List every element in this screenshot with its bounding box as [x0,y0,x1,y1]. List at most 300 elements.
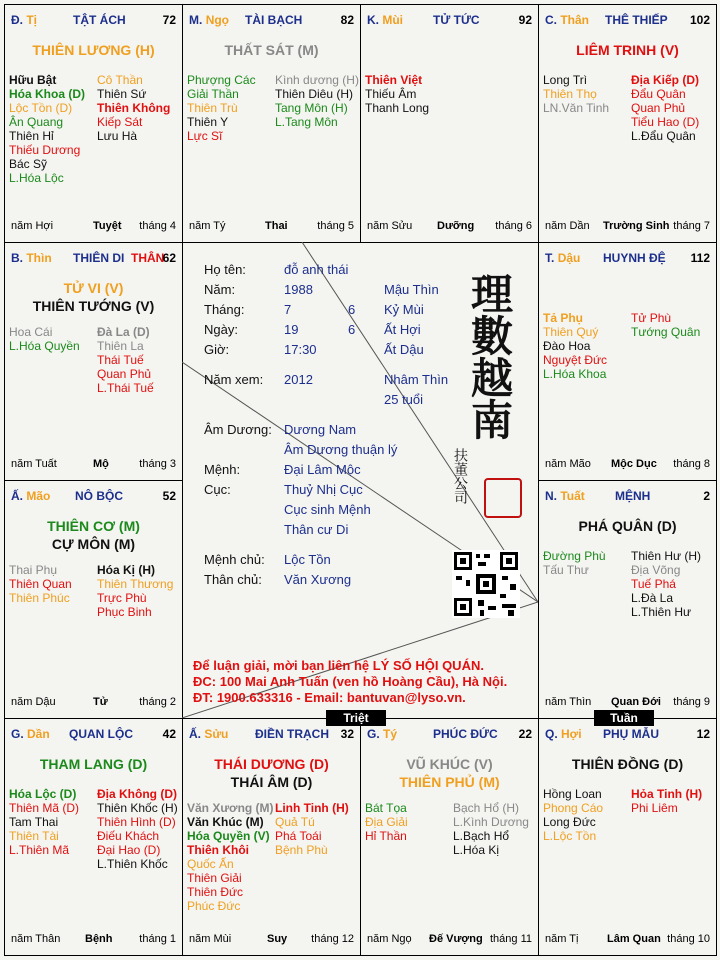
main-star: PHÁ QUÂN (D) [578,518,677,534]
stem-letter: Ấ. [189,727,201,741]
minor-star: Thiên Diêu (H) [275,87,354,101]
minor-star: Đào Hoa [543,339,591,353]
minor-star: Thiên Hư (H) [631,549,702,563]
main-star: THIÊN ĐỒNG (D) [571,756,684,772]
palace-number: 62 [162,251,176,265]
minor-star: Thiên Thương [97,577,174,591]
palace-mui[interactable] [360,4,539,243]
main-star: VŨ KHÚC (V) [406,756,493,772]
minor-star: Hóa Kị (H) [97,563,155,577]
life-stage: Tuyệt [93,220,122,232]
palace-number: 92 [518,13,532,27]
main-star: CỰ MÔN (M) [51,536,136,552]
branch-name: Hợi [561,727,582,741]
minor-star: Hóa Quyền (V) [187,829,270,843]
left-star-column [187,73,256,143]
main-stars [5,517,182,553]
minor-star: Lộc Tồn (D) [9,101,73,115]
minor-star: Hóa Lộc (D) [9,787,77,801]
minor-star: Thiên Khôi [187,843,249,857]
triet-tag: Triệt [326,710,386,726]
hour-value: 17:30 [284,342,317,357]
palace-name: MỆNH [615,489,651,503]
month-label: tháng 8 [673,458,710,470]
minor-star: L.Hóa Kị [453,843,500,857]
branch-name: Thân [560,13,590,27]
main-star: THÁI ÂM (D) [230,774,313,790]
branch-label [545,727,582,741]
minor-star: Phá Toái [275,829,322,843]
palace-footer [367,933,532,947]
month-label: tháng 4 [139,220,176,232]
palace-suu[interactable] [182,718,361,956]
branch-label [545,251,580,265]
minor-star: Phi Liêm [631,801,678,815]
minor-star: Quan Phủ [631,101,686,115]
cuc-value2: Cục sinh Mệnh [284,502,371,517]
month-label: tháng 7 [673,220,710,232]
stem-letter: K. [367,13,379,27]
minor-star: Địa Võng [631,563,681,577]
minor-star: Địa Không (D) [97,787,177,801]
than-marker: THÂN [131,251,165,265]
branch-label [545,13,589,27]
viewyear-label: Năm xem: [204,372,264,387]
month-label: tháng 10 [667,933,710,945]
left-star-column [365,73,429,115]
minor-star: Địa Kiếp (D) [631,73,700,87]
minor-star: Tả Phụ [543,311,584,325]
stem-letter: T. [545,251,555,265]
minor-star: Văn Khúc (M) [187,815,264,829]
hour-canchi: Ất Dậu [384,342,424,357]
minor-star: Thiên Sứ [97,87,147,101]
right-star-column [631,311,700,339]
day-canchi: Ất Hợi [384,322,421,337]
life-stage: Mộ [93,458,109,470]
minor-star: Thiên Hình (D) [97,815,176,829]
minor-star: L.Hóa Lộc [9,171,64,185]
palace-tuat[interactable] [538,480,717,719]
company-side-text: 扶董公司 [452,448,468,504]
branch-name: Dậu [557,251,581,265]
branch-name: Tý [383,727,398,741]
month-label: tháng 11 [489,933,532,945]
year-label: năm Tị [545,933,579,945]
minor-star: Thiên La [97,339,144,353]
left-star-column [9,73,85,185]
palace-number: 52 [162,489,176,503]
minor-star: LN.Văn Tinh [543,101,610,115]
minor-star: L.Đà La [631,591,674,605]
branch-label [189,727,228,741]
main-stars [361,755,538,791]
minor-star: Phong Cáo [543,801,604,815]
main-stars [539,755,716,773]
main-stars [183,755,360,791]
left-star-column [543,73,609,115]
main-stars [539,517,716,535]
minor-star: Nguyệt Đức [543,353,608,367]
palace-name: NÔ BỘC [75,489,123,503]
amduong-value: Dương Nam [284,422,357,437]
minor-star: L.Kình Dương [453,815,529,829]
main-star: THIÊN PHỦ (M) [399,774,500,790]
minor-star: Bạch Hổ (H) [453,801,520,815]
life-stage: Trường Sinh [603,220,670,232]
center-panel [182,242,538,718]
stem-letter: M. [189,13,203,27]
day-value: 19 [284,322,299,337]
minor-star: Tấu Thư [543,563,589,577]
minor-star: Điếu Khách [97,829,160,843]
left-star-column [543,549,606,577]
minor-star: Bát Tọa [365,801,407,815]
red-seal [484,478,522,518]
palace-number: 12 [696,727,710,741]
palace-dau[interactable] [538,242,717,481]
thanchu-value: Văn Xương [284,572,352,587]
month-label: tháng 1 [139,933,176,945]
minor-star: Lưu Hà [97,129,138,143]
palace-header [545,13,710,29]
left-star-column [187,801,274,913]
branch-name: Tị [26,13,38,27]
cuc-value: Thuỷ Nhị Cục [284,482,363,497]
minor-star: Thiên Không [97,101,171,115]
minor-star: Quả Tú [275,815,315,829]
minor-star: Thiên Mã (D) [9,801,80,815]
palace-footer [11,696,176,710]
main-star: THẤT SÁT (M) [224,42,319,58]
month-canchi: Kỷ Mùi [384,302,424,317]
stem-letter: G. [367,727,380,741]
branch-label [189,13,229,27]
menhchu-label: Mệnh chủ: [204,552,265,567]
palace-footer [545,696,710,710]
palace-ngo[interactable] [182,4,361,243]
main-star: THÁI DƯƠNG (D) [214,756,329,772]
minor-star: L.Bạch Hổ [453,829,510,843]
palace-footer [11,933,176,947]
minor-star: Tuế Phá [631,577,676,591]
branch-label [545,489,585,503]
contact-block [193,658,507,706]
minor-star: Thái Tuế [97,353,144,367]
palace-number: 102 [689,13,710,27]
life-stage: Mộc Dục [611,458,657,470]
palace-header [11,727,176,743]
minor-star: Đẩu Quân [631,87,686,101]
palace-dan[interactable] [4,718,183,956]
name-value: đỗ anh thái [284,262,349,277]
stem-letter: G. [11,727,24,741]
left-star-column [9,563,72,605]
palace-name: PHỤ MẪU [603,727,659,741]
palace-number: 22 [518,727,532,741]
palace-number: 72 [162,13,176,27]
menh-label: Mệnh: [204,462,241,477]
minor-star: Tử Phù [631,311,672,325]
month-value: 7 [284,302,292,317]
minor-star: Tam Thai [9,815,59,829]
palace-mao[interactable] [4,480,183,719]
right-star-column [275,801,349,857]
minor-star: Long Đức [543,815,596,829]
year-label: năm Dậu [11,696,56,708]
right-star-column [97,325,154,395]
age: 25 tuổi [384,392,424,407]
month-label: tháng 9 [673,696,710,708]
minor-star: Lực Sĩ [187,129,223,143]
minor-star: Bệnh Phù [275,843,328,857]
month-label: tháng 5 [317,220,354,232]
minor-star: L.Thái Tuế [97,381,154,395]
minor-star: Thiên Trù [187,101,238,115]
life-stage: Lâm Quan [607,933,661,945]
stem-letter: Q. [545,727,558,741]
palace-name: HUYNH ĐỆ [603,251,666,265]
month-label: Tháng: [204,302,245,317]
branch-name: Tuất [560,489,585,503]
tuan-tag: Tuần [594,710,654,726]
palace-header [11,13,176,29]
life-stage: Đế Vượng [429,933,483,945]
minor-star: Phượng Các [187,73,256,87]
minor-star: Thiên Quan [9,577,72,591]
palace-number: 42 [162,727,176,741]
stem-letter: C. [545,13,557,27]
palace-name: TẬT ÁCH [73,13,126,27]
left-star-column [543,311,607,381]
minor-star: L.Hóa Quyền [9,339,80,353]
year-label: năm Thân [11,933,61,945]
minor-star: Văn Xương (M) [187,801,274,815]
minor-star: L.Tang Môn [275,115,338,129]
palace-footer [545,933,710,947]
year-label: năm Mão [545,458,591,470]
stem-letter: Ấ. [11,489,23,503]
palace-ty[interactable] [360,718,539,956]
main-star: THAM LANG (D) [39,756,148,772]
main-stars [183,41,360,59]
minor-star: L.Thiên Hư [631,605,692,619]
minor-star: Thiên Giải [187,871,242,885]
branch-name: Ngọ [205,13,230,27]
right-star-column [275,73,359,129]
palace-hoi[interactable] [538,718,717,956]
minor-star: Giải Thần [187,87,239,101]
palace-header [545,489,710,505]
day-label: Ngày: [204,322,238,337]
hour-label: Giờ: [204,342,230,357]
palace-name: THÊ THIẾP [605,13,668,27]
right-star-column [97,787,178,871]
cuc-label: Cục: [204,482,231,497]
viewyear-value: 2012 [284,372,313,387]
minor-star: Cô Thần [97,73,143,87]
life-stage: Suy [267,933,288,945]
branch-name: Mão [26,489,51,503]
minor-star: Hoa Cái [9,325,53,339]
palace-name: THIÊN DI [73,251,125,265]
palace-footer [545,458,710,472]
minor-star: Tiểu Hao (D) [631,115,700,129]
viewyear-canchi: Nhâm Thìn [384,372,449,387]
palace-footer [189,933,354,947]
stem-letter: N. [545,489,557,503]
calligraphy-logo: 理數越南 [465,272,514,440]
palace-number: 82 [340,13,354,27]
life-stage: Tử [93,696,108,708]
palace-thin[interactable] [4,242,183,481]
main-star: TỬ VI (V) [63,280,124,296]
minor-star: Ân Quang [9,115,64,129]
minor-star: Linh Tinh (H) [275,801,349,815]
cuc-value3: Thân cư Di [284,522,349,537]
minor-star: L.Lộc Tồn [543,829,597,843]
minor-star: L.Thiên Mã [9,843,70,857]
minor-star: Thiên Hỉ [9,129,54,143]
right-star-column [631,787,702,815]
minor-star: L.Hóa Khoa [543,367,607,381]
palace-header [367,13,532,29]
palace-footer [11,220,176,234]
life-stage: Dưỡng [437,220,475,232]
year-label: năm Tuất [11,458,57,470]
minor-star: Long Trì [543,73,588,87]
left-star-column [543,787,603,843]
life-stage: Bệnh [85,933,113,945]
contact-line-2: ĐC: 100 Mai Anh Tuấn (ven hồ Hoàng Cầu), Hà Nội. [193,674,508,689]
palace-footer [367,220,532,234]
name-label: Họ tên: [204,262,246,277]
palace-name: QUAN LỘC [69,727,133,741]
minor-star: Thiên Phúc [9,591,70,605]
palace-header [189,13,354,29]
branch-label [11,13,37,27]
minor-star: Thai Phụ [9,563,58,577]
main-star: THIÊN TƯỚNG (V) [32,298,155,314]
month-label: tháng 6 [495,220,532,232]
branch-label [11,727,50,741]
palace-name: TỬ TỨC [433,13,480,27]
contact-line-1: Để luận giải, mời bạn liên hệ LÝ SỐ HỘI QUÁN. [193,658,484,673]
minor-star: Tướng Quân [631,325,701,339]
minor-star: Đại Hao (D) [97,843,161,857]
month-label: tháng 3 [139,458,176,470]
branch-name: Sửu [204,727,229,741]
palace-number: 32 [340,727,354,741]
palace-name: PHÚC ĐỨC [433,727,498,741]
minor-star: Hỏa Tinh (H) [631,787,703,801]
year-canchi: Mậu Thìn [384,282,439,297]
minor-star: Bác Sỹ [9,157,48,171]
minor-star: Thiếu Dương [9,143,81,157]
minor-star: Thiên Việt [365,73,423,87]
palace-header [367,727,532,743]
minor-star: Thiên Khốc (H) [97,801,178,815]
palace-number: 2 [703,489,710,503]
year-label: năm Sửu [367,220,413,232]
minor-star: Thiên Y [187,115,229,129]
minor-star: Địa Giải [365,815,408,829]
left-star-column [365,801,408,843]
minor-star: Hóa Khoa (D) [9,87,85,101]
year-label: năm Mùi [189,933,232,945]
menh-value: Đại Lâm Mộc [284,462,361,477]
amduong-value2: Âm Dương thuận lý [284,442,398,457]
year-value: 1988 [284,282,313,297]
year-label: Năm: [204,282,236,297]
right-star-column [97,563,173,619]
contact-line-3: ĐT: 1900.633316 - Email: bantuvan@lyso.vn. [193,690,466,705]
minor-star: Trực Phù [97,591,147,605]
qr-code[interactable] [452,550,520,618]
minor-star: Hỉ Thần [365,829,407,843]
branch-label [367,13,403,27]
palace-than[interactable] [538,4,717,243]
minor-star: Phục Binh [97,605,152,619]
minor-star: Thiếu Âm [365,87,417,101]
branch-name: Thìn [26,251,52,265]
minor-star: Hữu Bật [9,73,57,87]
palace-name: ĐIỀN TRẠCH [255,727,329,741]
year-label: năm Hợi [11,220,54,232]
main-stars [5,755,182,773]
month-lunar: 6 [348,302,356,317]
minor-star: Đường Phù [543,549,606,563]
life-stage: Quan Đới [611,696,661,708]
main-stars [5,41,182,59]
day-lunar: 6 [348,322,356,337]
palace-header [11,489,176,505]
minor-star: Thanh Long [365,101,430,115]
left-star-column [9,325,80,353]
palace-footer [189,220,354,234]
palace-number: 112 [690,251,710,265]
month-label: tháng 2 [139,696,176,708]
main-star: THIÊN CƠ (M) [47,518,140,534]
palace-footer [545,220,710,234]
palace-header [189,727,354,743]
stem-letter: B. [11,251,23,265]
year-label: năm Thìn [545,696,592,708]
minor-star: Kình dương (H) [275,73,359,87]
right-star-column [631,549,701,619]
menhchu-value: Lộc Tồn [284,552,331,567]
right-star-column [453,801,529,857]
amduong-label: Âm Dương: [204,422,272,437]
branch-label [11,489,50,503]
month-label: tháng 12 [311,933,354,945]
minor-star: Thiên Quý [543,325,599,339]
main-stars [539,41,716,59]
branch-label [11,251,52,265]
minor-star: Thiên Thọ [543,87,597,101]
palace-footer [11,458,176,472]
year-label: năm Tý [189,220,226,232]
minor-star: Đà La (D) [97,325,150,339]
minor-star: Thiên Tài [9,829,59,843]
minor-star: Phúc Đức [187,899,241,913]
branch-name: Mùi [382,13,404,27]
stem-letter: Đ. [11,13,23,27]
palace-ti[interactable] [4,4,183,243]
main-star: LIÊM TRINH (V) [576,42,679,58]
palace-header [11,251,176,267]
right-star-column [631,73,699,143]
